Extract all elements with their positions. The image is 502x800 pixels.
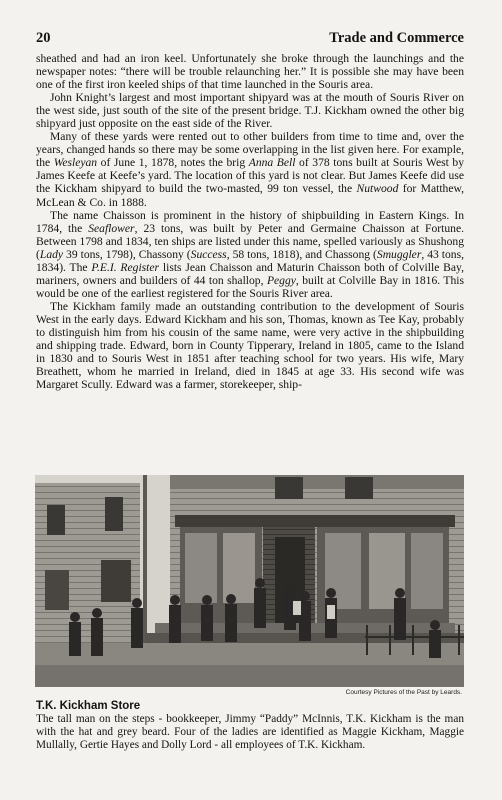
text-run: The Kickham family made an outstanding contribution to the development of Souris West in the early days. Edward Kickham and his son, Thomas, known as Tee Kay, probably to distinguish him from his cousin of the same name, were very active in the shipbuilding and shipping trade. Edward, born in County Tipperary, Ireland in 1805, came to the Island in 1830 and to Souris West in 1851 after teaching school for two years. His wife, Mary Breathett, whom he married in Ireland, died in 1845 at age 33. His second wife was Margaret Scully. Edward was a farmer, storekeeper, ship- — [36, 299, 464, 392]
italic-title: Smuggler — [376, 247, 422, 261]
text-run: , built at Colville Bay in 1816. This would be one of the earliest registered for the Souris River area. — [36, 273, 464, 300]
body-text — [36, 52, 464, 391]
store-photograph — [35, 475, 464, 687]
text-run: , 43 tons, 1834). The — [36, 247, 465, 274]
paragraph — [36, 209, 464, 300]
page-header — [36, 30, 464, 47]
paragraph — [36, 52, 464, 91]
italic-title: Lady — [39, 247, 64, 261]
page-number: 20 — [36, 30, 51, 46]
text-run: , 58 tons, 1818), and Chassong ( — [226, 247, 377, 261]
photo-caption-text: The tall man on the steps - bookkeeper, Jimmy “Paddy” McInnis, T.K. Kickham is the man with the hat and grey beard. Four of the ladies are identified as Maggie Kickham, Maggie Mullally, Gertie Hayes and Dolly Lord - all employees of T.K. Kickham. — [36, 713, 464, 751]
photo-credit: Courtesy Pictures of the Past by Leards. — [345, 689, 462, 696]
text-run: of June 1, 1878, notes the brig — [97, 156, 249, 170]
text-run: John Knight’s largest and most important shipyard was at the mouth of Souris River on the west side, just south of the site of the present bridge. T.J. Kickham owned the other big shipyard just opposite on the east side of the River. — [36, 91, 464, 131]
text-run: lists Jean Chaisson and Maturin Chaisson both of Colville Bay, mariners, owners and builders of 44 ton shallop, — [36, 260, 464, 287]
store-photo-illustration — [35, 475, 464, 687]
italic-title: Wesleyan — [53, 156, 98, 170]
paragraph — [36, 91, 464, 130]
italic-title: Success — [190, 247, 227, 261]
photo-caption-title: T.K. Kickham Store — [36, 700, 141, 712]
italic-title: Seaflower — [88, 221, 135, 235]
italic-title: Anna Bell — [248, 156, 296, 170]
section-title: Trade and Commerce — [329, 30, 464, 46]
text-run: of 378 tons built at Souris West by James Keefe at Keefe’s yard. The location of this yard is not clear. But James Keefe did use the Kickham shipyard to build the two-masted, 99 ton vessel, the — [36, 156, 464, 196]
text-run: , 23 tons, was built by Peter and Germaine Chaisson at Fortune. Between 1798 and 1834, ten ships are listed under this name, spelled variously as Shushong ( — [36, 221, 464, 261]
text-run: The name Chaisson is prominent in the history of shipbuilding in Eastern Kings. In 1784, the — [36, 208, 464, 235]
italic-title: Nutwood — [356, 182, 399, 196]
paragraph — [36, 130, 464, 208]
text-run: for Matthew, McLean & Co. in 1888. — [36, 182, 464, 209]
italic-title: Peggy — [266, 273, 296, 287]
paragraph — [36, 300, 464, 391]
italic-title: P.E.I. Register — [91, 260, 160, 274]
text-run: Many of these yards were rented out to other builders from time to time and, over the years, changed hands so there may be some overlapping in the list given here. For example, the — [36, 130, 464, 170]
text-run: sheathed and had an iron keel. Unfortunately she broke through the launchings and the newspaper notes: “there will be trouble relaunching her.” It is possible she may have been one of the first iron keeled ships of that time launched in the Souris area. — [36, 52, 464, 92]
text-run: 39 tons, 1798), Chassony ( — [63, 247, 191, 261]
